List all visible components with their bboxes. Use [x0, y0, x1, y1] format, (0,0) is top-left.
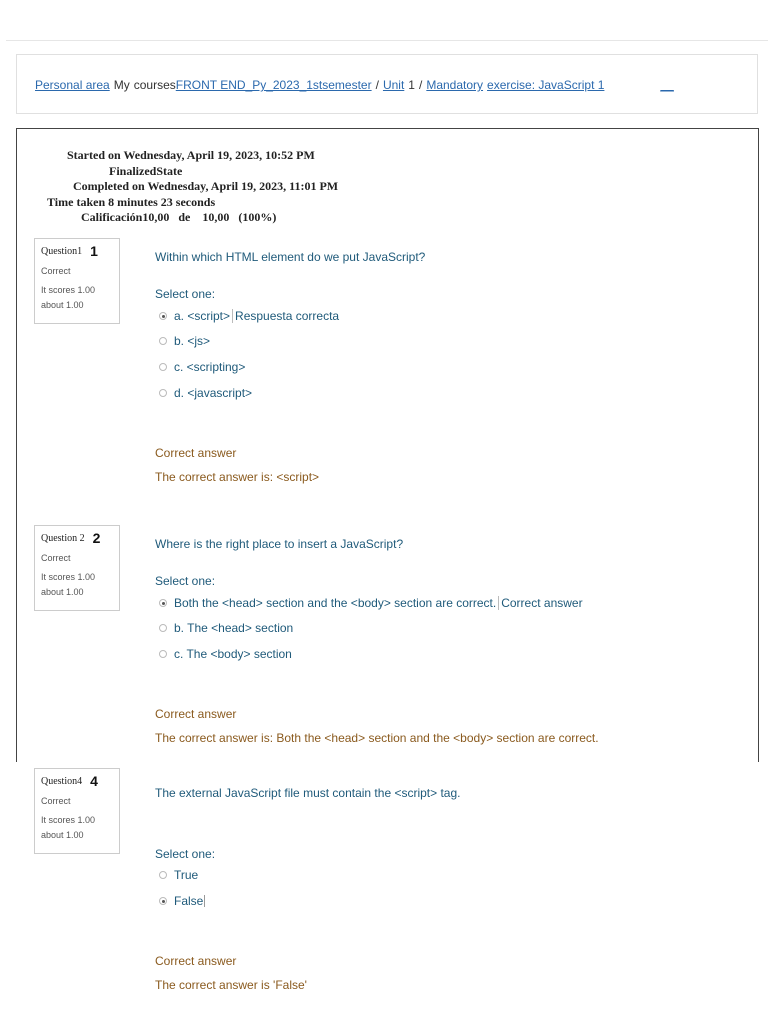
question-score: It scores 1.00: [41, 572, 96, 582]
select-one-label: Select one:: [155, 574, 216, 588]
option-text: Both the <head> section and the <body> section are correct.: [174, 596, 497, 610]
radio-icon[interactable]: [159, 871, 167, 879]
radio-selected-icon[interactable]: [159, 897, 167, 905]
breadcrumb-unit-number: 1: [408, 78, 415, 92]
question-score: It scores 1.00: [41, 285, 96, 295]
option-text: b. The <head> section: [174, 621, 294, 635]
radio-icon[interactable]: [159, 650, 167, 658]
feedback-title-4: Correct answer: [155, 954, 237, 968]
option-text: c. <scripting>: [174, 360, 246, 374]
question-label: Question 2: [41, 532, 85, 544]
breadcrumb-mandatory-link[interactable]: Mandatory: [426, 78, 484, 92]
question-number: 4: [90, 773, 98, 789]
breadcrumb-panel: [16, 54, 758, 114]
feedback-text-2: The correct answer is: Both the <head> section and the <body> section are correct.: [155, 731, 599, 745]
question-label: Question1: [41, 245, 83, 257]
completed-on: Completed on Wednesday, April 19, 2023, 11:01 PM: [73, 179, 339, 193]
question-score: It scores 1.00: [41, 815, 96, 825]
option-text: c. The <body> section: [174, 647, 292, 661]
question-max-score: about 1.00: [41, 300, 84, 310]
option-feedback: Correct answer: [498, 596, 582, 610]
breadcrumb-unit-link[interactable]: Unit: [382, 78, 405, 92]
option-text: d. <javascript>: [174, 386, 253, 400]
breadcrumb-separator: /: [375, 78, 379, 92]
question-text-4: The external JavaScript file must contain the <script> tag.: [155, 786, 461, 800]
answer-option-a[interactable]: [159, 309, 339, 323]
question-info-4: [34, 768, 120, 854]
answer-option-c[interactable]: [159, 647, 292, 661]
radio-selected-icon[interactable]: [159, 599, 167, 607]
question-text-1: Within which HTML element do we put JavaScript?: [155, 250, 426, 264]
question-info-1: [34, 238, 120, 324]
answer-option-true[interactable]: [159, 868, 198, 882]
question-state: Correct: [41, 553, 71, 563]
feedback-text-1: The correct answer is: <script>: [155, 470, 320, 484]
attempt-summary: [30, 148, 338, 226]
feedback-text-4: The correct answer is 'False': [155, 978, 307, 992]
breadcrumb-courses[interactable]: courses: [133, 78, 176, 92]
answer-option-b[interactable]: [159, 334, 210, 348]
question-label: Question4: [41, 775, 83, 787]
answer-option-d[interactable]: [159, 386, 252, 400]
radio-icon[interactable]: [159, 624, 167, 632]
answer-option-a[interactable]: [159, 596, 583, 610]
option-text: True: [174, 868, 199, 882]
option-text: b. <js>: [174, 334, 211, 348]
radio-icon[interactable]: [159, 389, 167, 397]
radio-icon[interactable]: [159, 363, 167, 371]
state: FinalizedState: [109, 163, 183, 178]
time-taken: Time taken 8 minutes 23 seconds: [47, 194, 216, 209]
option-text: a. <script>: [174, 309, 231, 323]
text-cursor: [204, 895, 205, 907]
header-divider: [6, 40, 768, 41]
breadcrumb-my[interactable]: My: [113, 78, 130, 92]
question-number: 1: [90, 243, 98, 259]
select-one-label: Select one:: [155, 287, 216, 301]
grade: Calificación10,00 de 10,00 (100%): [81, 210, 277, 224]
breadcrumb-separator: /: [418, 78, 423, 92]
breadcrumb-course-link[interactable]: FRONT END_Py_2023_1stsemester: [175, 78, 372, 92]
radio-selected-icon[interactable]: [159, 312, 167, 320]
question-max-score: about 1.00: [41, 830, 84, 840]
question-number: 2: [92, 530, 101, 546]
question-text-2: Where is the right place to insert a JavaScript?: [155, 537, 404, 551]
question-state: Correct: [41, 266, 71, 276]
breadcrumb-exercise-link[interactable]: exercise: JavaScript 1: [487, 78, 605, 92]
question-state: Correct: [41, 796, 71, 806]
answer-option-b[interactable]: [159, 621, 293, 635]
question-info-2: [34, 525, 120, 611]
breadcrumb-personal-area-link[interactable]: Personal area: [35, 78, 110, 92]
select-one-label: Select one:: [155, 847, 216, 861]
answer-option-c[interactable]: [159, 360, 245, 374]
breadcrumb: [35, 78, 674, 92]
option-text: False: [174, 894, 204, 908]
breadcrumb-trailing-link[interactable]: __: [660, 78, 674, 92]
radio-icon[interactable]: [159, 337, 167, 345]
answer-option-false[interactable]: [159, 894, 205, 908]
option-feedback: Respuesta correcta: [232, 309, 339, 323]
feedback-title-1: Correct answer: [155, 446, 237, 460]
feedback-title-2: Correct answer: [155, 707, 237, 721]
started-on: Started on Wednesday, April 19, 2023, 10:52 PM: [67, 148, 315, 162]
question-max-score: about 1.00: [41, 587, 84, 597]
